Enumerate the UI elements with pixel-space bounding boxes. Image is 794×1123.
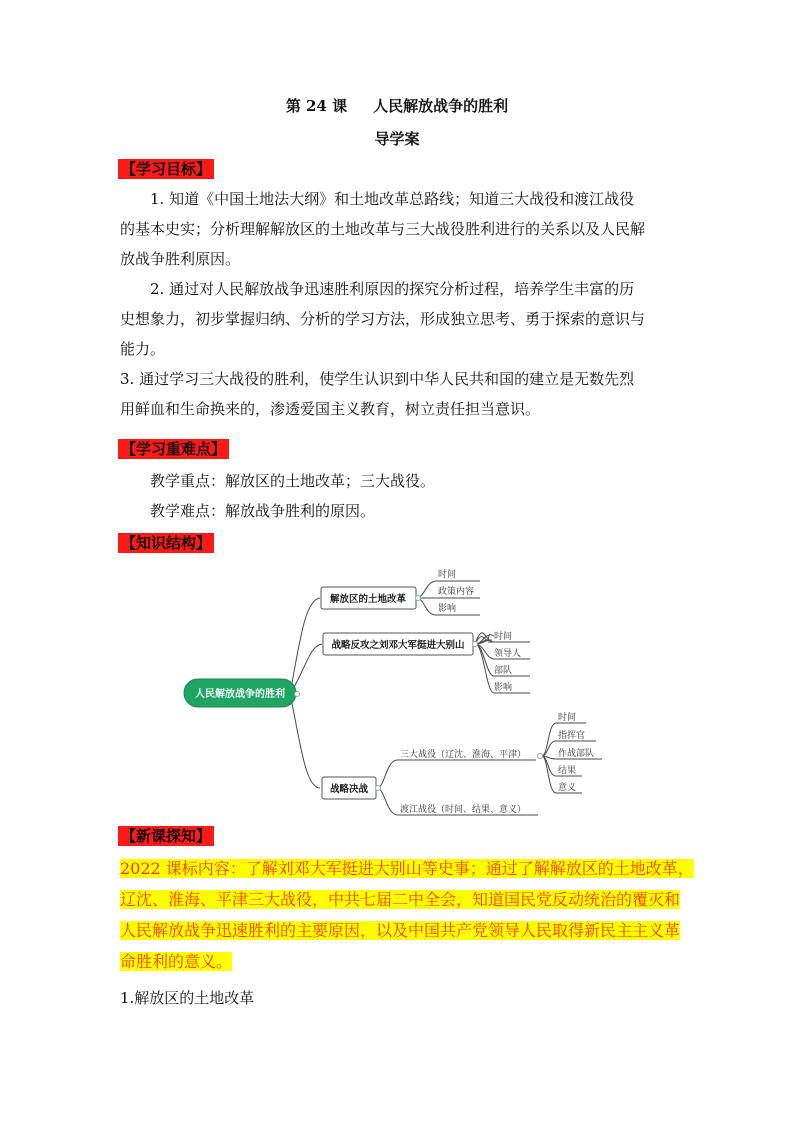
b2-leaf-1: 时间 bbox=[494, 632, 513, 642]
goal-2-line-1: 2. 通过对人民解放战争迅速胜利原因的探究分析过程，培养学生丰富的历 bbox=[150, 280, 635, 298]
item-land-reform: 1.解放区的土地改革 bbox=[120, 989, 255, 1007]
b2-leaf-3: 部队 bbox=[494, 666, 513, 676]
battles-leaf-2: 指挥官 bbox=[558, 731, 586, 741]
new-lesson-tag: 【新课探知】 bbox=[118, 826, 214, 846]
battles-leaf-3: 作战部队 bbox=[558, 749, 595, 759]
mindmap-root-node bbox=[184, 679, 300, 707]
connector-b1 bbox=[290, 598, 320, 694]
teaching-difficulty: 教学难点：解放战争胜利的原因。 bbox=[150, 502, 376, 520]
mindmap-branch-land-reform bbox=[321, 568, 474, 614]
branch-1-label: 解放区的土地改革 bbox=[329, 594, 407, 605]
connector-b3 bbox=[290, 694, 320, 788]
battles-leaf-4: 结果 bbox=[558, 766, 577, 776]
goals-block bbox=[120, 184, 700, 424]
knowledge-mindmap bbox=[170, 560, 630, 820]
key-points-tag: 【学习重难点】 bbox=[118, 439, 229, 459]
goal-2-line-2: 史想象力，初步掌握归纳、分析的学习方法，形成独立思考、勇于探索的意识与 bbox=[120, 310, 646, 328]
section-goals bbox=[118, 159, 214, 179]
goal-3-line-1: 3. 通过学习三大战役的胜利，使学生认识到中华人民共和国的建立是无数先烈 bbox=[120, 370, 635, 388]
goal-1-line-1: 1. 知道《中国土地法大纲》和土地改革总路线；知道三大战役和渡江战役 bbox=[150, 190, 635, 208]
battles-leaf-5: 意义 bbox=[558, 783, 577, 793]
curriculum-line-2: 辽沈、淮海、平津三大战役，中共七届二中全会，知道国民党反动统治的覆灭和 bbox=[120, 890, 681, 909]
b1-leaf-2: 政策内容 bbox=[438, 587, 475, 597]
curriculum-line-4: 命胜利的意义。 bbox=[120, 952, 233, 971]
goals-tag: 【学习目标】 bbox=[118, 159, 214, 179]
goal-1-line-2: 的基本史实；分析理解解放区的土地改革与三大战役胜利进行的关系以及人民解 bbox=[120, 220, 646, 238]
branch-3-label: 战略决战 bbox=[329, 784, 369, 795]
section-key-points bbox=[118, 439, 229, 459]
b2-leaf-2: 领导人 bbox=[494, 649, 522, 659]
b1-leaf-3: 影响 bbox=[438, 604, 457, 614]
section-new-lesson bbox=[118, 826, 214, 846]
b1-leaf-1: 时间 bbox=[438, 570, 457, 580]
battles-leaf-1: 时间 bbox=[558, 713, 577, 723]
teaching-focus: 教学重点：解放区的土地改革；三大战役。 bbox=[150, 472, 436, 490]
lesson-number: 第 24 课 bbox=[285, 97, 348, 115]
curriculum-line-3: 人民解放战争迅速胜利的主要原因，以及中国共产党领导人民取得新民主主义革 bbox=[120, 921, 681, 940]
goal-3-line-2: 用鲜血和生命换来的，渗透爱国主义教育，树立责任担当意识。 bbox=[120, 400, 541, 418]
mindmap-branch-decisive bbox=[322, 711, 594, 815]
curriculum-line-1: 2022 课标内容：了解刘邓大军挺进大别山等史事；通过了解解放区的土地改革， bbox=[120, 859, 694, 878]
structure-tag: 【知识结构】 bbox=[118, 533, 214, 553]
section-structure bbox=[118, 533, 214, 553]
goal-1-line-3: 放战争胜利原因。 bbox=[120, 250, 241, 268]
mindmap-branch-dabie bbox=[323, 630, 521, 693]
curriculum-standard-block bbox=[120, 853, 700, 977]
lesson-name: 人民解放战争的胜利 bbox=[373, 97, 509, 115]
branch-2-label: 战略反攻之刘邓大军挺进大别山 bbox=[331, 640, 465, 651]
lesson-title bbox=[0, 95, 794, 116]
goal-2-line-3: 能力。 bbox=[120, 340, 166, 358]
mindmap-root-label: 人民解放战争的胜利 bbox=[195, 689, 285, 700]
page-subtitle: 导学案 bbox=[374, 130, 420, 148]
b3-sub-1: 三大战役（辽沈、淮海、平津） bbox=[400, 750, 527, 760]
b2-leaf-4: 影响 bbox=[494, 683, 513, 693]
b3-sub-2: 渡江战役（时间、结果、意义） bbox=[400, 805, 527, 815]
